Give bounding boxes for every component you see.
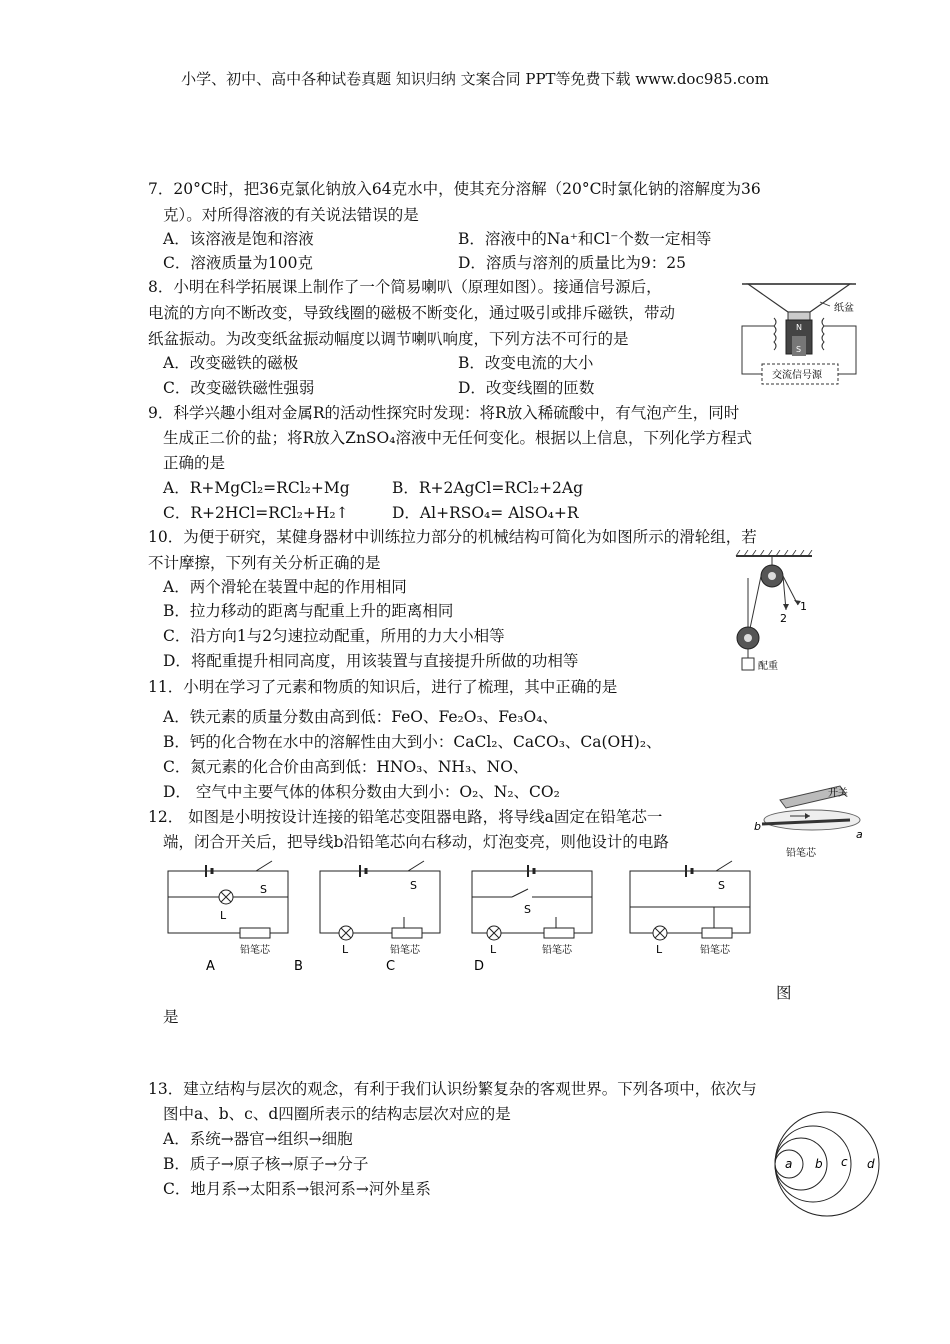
circuit-a-label: A	[206, 959, 215, 974]
circuit-c-core: 铅笔芯	[542, 945, 572, 956]
circuit-d-l: L	[656, 943, 663, 956]
pencil-lead-label: 铅笔芯	[786, 848, 816, 859]
circuit-a-l: L	[220, 909, 227, 922]
q13-stem-line1: 13．建立结构与层次的观念，有利于我们认识纷繁复杂的客观世界。下列各项中，依次与	[148, 1080, 757, 1098]
q9-stem-line3: 正确的是	[163, 454, 226, 472]
q11-option-a: A．铁元素的质量分数由高到低：FeO、Fe₂O₃、Fe₃O₄、	[163, 708, 558, 726]
circuit-d	[474, 861, 750, 974]
q7-stem-line1: 7．20°C时，把36克氯化钠放入64克水中，使其充分溶解（20°C时氯化钠的溶解度为36	[148, 180, 761, 198]
q12-tail-1: 图	[776, 984, 792, 1002]
q9-option-c: C．R+2HCl=RCl₂+H₂↑	[163, 504, 349, 522]
circuit-a	[168, 861, 288, 974]
page-header: 小学、初中、高中各种试卷真题 知识归纳 文案合同 PPT等免费下载 www.doc985.com	[181, 70, 769, 88]
paper-cone-label: 纸盆	[834, 303, 854, 314]
q8-stem-line2: 电流的方向不断改变，导致线圈的磁极不断变化，通过吸引或排斥磁铁，带动	[148, 304, 676, 322]
q7-option-b: B．溶液中的Na⁺和Cl⁻个数一定相等	[458, 230, 712, 248]
q11-option-b: B．钙的化合物在水中的溶解性由大到小：CaCl₂、CaCO₃、Ca(OH)₂、	[163, 733, 662, 751]
circuit-b-s: S	[410, 879, 417, 892]
q12-stem-line1: 12． 如图是小明按设计连接的铅笔芯变阻器电路，将导线a固定在铅笔芯一	[148, 808, 663, 826]
q11-option-d: D． 空气中主要气体的体积分数由大到小：O₂、N₂、CO₂	[163, 783, 560, 801]
q13-option-a: A．系统→器官→组织→细胞	[163, 1130, 353, 1148]
q10-option-d: D．将配重提升相同高度，用该装置与直接提升所做的功相等	[163, 652, 579, 670]
weight-label: 配重	[758, 661, 778, 672]
circle-a-label: a	[785, 1157, 793, 1171]
circuit-b-label: B	[294, 959, 303, 974]
q10-stem-line1: 10．为便于研究，某健身器材中训练拉力部分的机械结构可简化为如图所示的滑轮组，若	[148, 528, 757, 546]
circuit-c-l: L	[490, 943, 497, 956]
q8-option-c: C．改变磁铁磁性强弱	[163, 379, 315, 397]
q8-stem-line3: 纸盆振动。为改变纸盆振动幅度以调节喇叭响度，下列方法不可行的是	[148, 330, 629, 348]
pulley-diagram	[728, 550, 820, 675]
circuit-options	[160, 855, 760, 975]
wire-a-label: a	[856, 828, 863, 841]
q7-option-d: D．溶质与溶剂的质量比为9：25	[458, 254, 687, 272]
q11-stem: 11．小明在学习了元素和物质的知识后，进行了梳理，其中正确的是	[148, 678, 618, 696]
q9-stem-line1: 9．科学兴趣小组对金属R的活动性探究时发现：将R放入稀硫酸中，有气泡产生，同时	[148, 404, 740, 422]
q7-option-a: A．该溶液是饱和溶液	[163, 230, 314, 248]
q10-option-a: A．两个滑轮在装置中起的作用相同	[163, 578, 407, 596]
q13-option-b: B．质子→原子核→原子→分子	[163, 1155, 369, 1173]
circuit-b-l: L	[342, 943, 349, 956]
circuit-c-label: C	[386, 959, 396, 974]
nested-circles-diagram	[765, 1110, 889, 1220]
direction-2-label: 2	[780, 612, 787, 625]
circle-d-label: d	[867, 1157, 875, 1171]
q13-stem-line2: 图中a、b、c、d四圈所表示的结构志层次对应的是	[163, 1105, 511, 1123]
q9-option-a: A．R+MgCl₂=RCl₂+Mg	[163, 479, 350, 497]
circle-b-label: b	[815, 1157, 823, 1171]
q7-stem-line2: 克）。对所得溶液的有关说法错误的是	[163, 206, 419, 224]
circle-c-label: c	[841, 1155, 848, 1169]
q8-option-a: A．改变磁铁的磁极	[163, 354, 299, 372]
circuit-b	[294, 861, 440, 974]
direction-1-label: 1	[800, 600, 807, 613]
magnet-s-label: S	[796, 345, 802, 354]
wire-b-label: b	[754, 820, 761, 833]
q10-option-b: B．拉力移动的距离与配重上升的距离相同	[163, 602, 454, 620]
q11-option-c: C．氮元素的化合价由高到低：HNO₃、NH₃、NO、	[163, 758, 529, 776]
magnet-n-label: N	[796, 323, 802, 332]
q12-stem-line2: 端，闭合开关后，把导线b沿铅笔芯向右移动，灯泡变亮，则他设计的电路	[163, 833, 669, 851]
q13-option-c: C．地月系→太阳系→银河系→河外星系	[163, 1180, 431, 1198]
switch-label: 开关	[828, 788, 848, 799]
q12-tail-2: 是	[163, 1008, 179, 1026]
q8-option-d: D．改变线圈的匝数	[458, 379, 595, 397]
signal-source-label: 交流信号源	[772, 370, 822, 381]
q10-option-c: C．沿方向1与2匀速拉动配重，所用的力大小相等	[163, 627, 505, 645]
q9-option-b: B．R+2AgCl=RCl₂+2Ag	[392, 479, 583, 497]
pencil-circuit-photo	[750, 780, 868, 862]
circuit-d-core: 铅笔芯	[700, 945, 730, 956]
q8-option-b: B．改变电流的大小	[458, 354, 594, 372]
q10-stem-line2: 不计摩擦，下列有关分析正确的是	[148, 554, 381, 572]
circuit-d-label: D	[474, 959, 485, 974]
circuit-b-core: 铅笔芯	[390, 945, 420, 956]
circuit-a-core: 铅笔芯	[240, 945, 270, 956]
circuit-d-s: S	[718, 879, 725, 892]
q9-option-d: D．Al+RSO₄= AlSO₄+R	[392, 504, 579, 522]
q7-option-c: C．溶液质量为100克	[163, 254, 313, 272]
q8-stem-line1: 8．小明在科学拓展课上制作了一个简易喇叭（原理如图）。接通信号源后，	[148, 278, 662, 296]
speaker-diagram	[738, 278, 868, 390]
circuit-c-s: S	[524, 903, 531, 916]
circuit-a-s: S	[260, 883, 267, 896]
q9-stem-line2: 生成正二价的盐；将R放入ZnSO₄溶液中无任何变化。根据以上信息，下列化学方程式	[163, 429, 752, 447]
